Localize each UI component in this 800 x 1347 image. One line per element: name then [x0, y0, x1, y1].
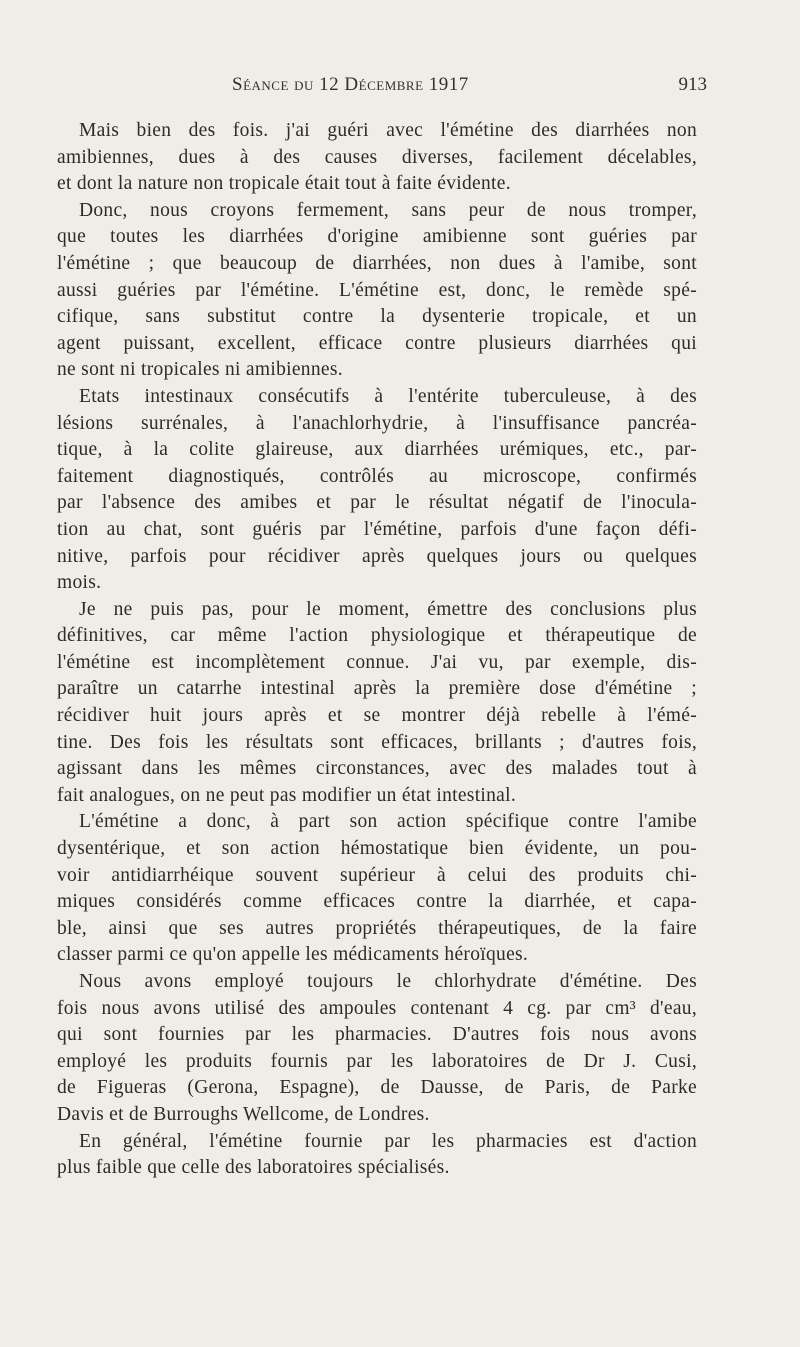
- paragraph: [57, 1129, 697, 1182]
- text-line: aussi guéries par l'émétine. L'émétine est, donc, le remède spé-: [57, 279, 697, 301]
- text-line: l'émétine est incomplètement connue. J'ai vu, par exemple, dis-: [57, 651, 697, 673]
- text-line: de Figueras (Gerona, Espagne), de Dausse, de Paris, de Parke: [57, 1077, 697, 1099]
- paragraph: [57, 198, 697, 384]
- text-line: définitives, car même l'action physiologique et thérapeutique de: [57, 625, 697, 647]
- text-line: cifique, sans substitut contre la dysenterie tropicale, et un: [57, 306, 697, 328]
- text-line: faitement diagnostiqués, contrôlés au microscope, confirmés: [57, 465, 697, 487]
- text-line: dysentérique, et son action hémostatique bien évidente, un pou-: [57, 838, 697, 860]
- text-line: agissant dans les mêmes circonstances, avec des malades tout à: [57, 758, 697, 780]
- text-line: classer parmi ce qu'on appelle les médicaments héroïques.: [57, 944, 529, 966]
- text-line: Je ne puis pas, pour le moment, émettre des conclusions plus: [79, 598, 697, 620]
- text-line: tine. Des fois les résultats sont efficaces, brillants ; d'autres fois,: [57, 731, 697, 753]
- text-line: ble, ainsi que ses autres propriétés thérapeutiques, de la faire: [57, 917, 697, 939]
- text-line: L'émétine a donc, à part son action spécifique contre l'amibe: [79, 811, 697, 833]
- text-line: plus faible que celle des laboratoires spécialisés.: [57, 1157, 450, 1179]
- page-number: 913: [678, 74, 707, 95]
- text-line: lésions surrénales, à l'anachlorhydrie, à l'insuffisance pancréa-: [57, 412, 697, 434]
- text-line: agent puissant, excellent, efficace contre plusieurs diarrhées qui: [57, 332, 697, 354]
- paragraph: [57, 118, 697, 198]
- text-line: l'émétine ; que beaucoup de diarrhées, non dues à l'amibe, sont: [57, 252, 697, 274]
- text-line: Etats intestinaux consécutifs à l'entérite tuberculeuse, à des: [79, 385, 697, 407]
- text-line: ne sont ni tropicales ni amibiennes.: [57, 359, 343, 381]
- text-line: récidiver huit jours après et se montrer déjà rebelle à l'émé-: [57, 705, 697, 727]
- text-line: paraître un catarrhe intestinal après la première dose d'émétine ;: [57, 678, 697, 700]
- text-line: qui sont fournies par les pharmacies. D'autres fois nous avons: [57, 1024, 697, 1046]
- text-line: par l'absence des amibes et par le résultat négatif de l'inocula-: [57, 492, 697, 514]
- paragraph: [57, 809, 697, 969]
- text-line: mois.: [57, 572, 102, 594]
- paragraph: [57, 597, 697, 810]
- text-line: Nous avons employé toujours le chlorhydrate d'émétine. Des: [79, 971, 697, 992]
- body-text: [57, 118, 697, 1182]
- page-header: [232, 74, 707, 102]
- text-line: tion au chat, sont guéris par l'émétine, parfois d'une façon défi-: [57, 518, 697, 540]
- text-line: Donc, nous croyons fermement, sans peur de nous tromper,: [79, 199, 697, 221]
- paragraph: [57, 384, 697, 597]
- text-line: tique, à la colite glaireuse, aux diarrhées urémiques, etc., par-: [57, 439, 697, 461]
- text-line: miques considérés comme efficaces contre la diarrhée, et capa-: [57, 891, 697, 913]
- text-line: En général, l'émétine fournie par les pharmacies est d'action: [79, 1130, 697, 1152]
- text-line: amibiennes, dues à des causes diverses, facilement décelables,: [57, 146, 697, 168]
- text-line: employé les produits fournis par les laboratoires de Dr J. Cusi,: [57, 1050, 697, 1072]
- text-line: et dont la nature non tropicale était tout à faite évidente.: [57, 173, 511, 195]
- paragraph: [57, 969, 697, 1129]
- text-line: fait analogues, on ne peut pas modifier un état intestinal.: [57, 784, 517, 806]
- text-line: Davis et de Burroughs Wellcome, de Londres.: [57, 1103, 430, 1125]
- text-line: fois nous avons utilisé des ampoules contenant 4 cg. par cm³ d'eau,: [57, 997, 697, 1019]
- text-line: Mais bien des fois. j'ai guéri avec l'émétine des diarrhées non: [79, 120, 697, 141]
- text-line: voir antidiarrhéique souvent supérieur à celui des produits chi-: [57, 864, 697, 886]
- running-title: Séance du 12 Décembre 1917: [232, 74, 469, 95]
- text-line: nitive, parfois pour récidiver après quelques jours ou quelques: [57, 545, 697, 567]
- text-line: que toutes les diarrhées d'origine amibienne sont guéries par: [57, 226, 697, 248]
